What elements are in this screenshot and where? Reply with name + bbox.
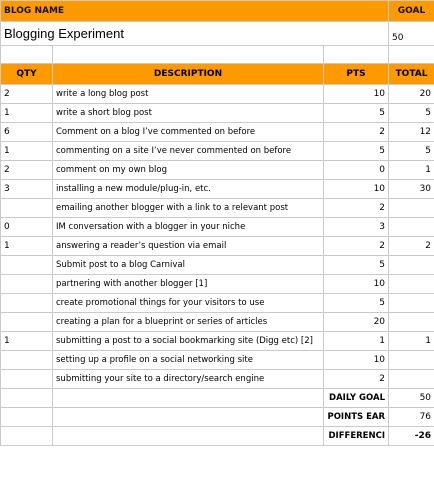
pts-header[interactable]: PTS [324,64,389,85]
difference-label[interactable]: DIFFERENCI [324,427,389,446]
description-cell[interactable]: installing a new module/plug-in, etc. [53,180,324,199]
column-header-row [1,64,434,85]
qty-cell[interactable]: 1 [1,142,53,161]
total-cell[interactable]: 1 [389,332,434,351]
empty-cell[interactable] [389,46,434,64]
pts-cell[interactable]: 10 [324,275,389,294]
qty-cell[interactable] [1,313,53,332]
total-cell[interactable]: 12 [389,123,434,142]
table-row [1,85,434,104]
empty-cell[interactable] [1,46,53,64]
qty-cell[interactable]: 2 [1,161,53,180]
empty-cell[interactable] [1,427,53,446]
total-cell[interactable] [389,218,434,237]
table-row [1,256,434,275]
pts-cell[interactable]: 3 [324,218,389,237]
pts-cell[interactable]: 2 [324,123,389,142]
pts-cell[interactable]: 2 [324,199,389,218]
pts-cell[interactable]: 0 [324,161,389,180]
blog-name-cell[interactable]: Blogging Experiment [1,22,389,46]
total-cell[interactable]: 5 [389,104,434,123]
pts-cell[interactable]: 20 [324,313,389,332]
empty-cell[interactable] [1,389,53,408]
pts-cell[interactable]: 5 [324,294,389,313]
pts-cell[interactable]: 5 [324,256,389,275]
description-header[interactable]: DESCRIPTION [53,64,324,85]
qty-cell[interactable] [1,256,53,275]
qty-cell[interactable] [1,199,53,218]
empty-cell[interactable] [53,408,324,427]
description-cell[interactable]: Comment on a blog I’ve commented on before [53,123,324,142]
table-row [1,142,434,161]
description-cell[interactable]: comment on my own blog [53,161,324,180]
description-cell[interactable]: answering a reader’s question via email [53,237,324,256]
table-row [1,104,434,123]
pts-cell[interactable]: 2 [324,370,389,389]
table-row [1,294,434,313]
total-cell[interactable]: 1 [389,161,434,180]
blog-name-label[interactable]: BLOG NAME [1,1,389,22]
pts-cell[interactable]: 5 [324,142,389,161]
description-cell[interactable]: creating a plan for a blueprint or series of articles [53,313,324,332]
total-cell[interactable] [389,370,434,389]
qty-cell[interactable] [1,294,53,313]
pts-cell[interactable]: 10 [324,180,389,199]
total-cell[interactable]: 2 [389,237,434,256]
qty-cell[interactable] [1,351,53,370]
empty-cell[interactable] [53,46,324,64]
empty-cell[interactable] [53,389,324,408]
blog-name-header-row [1,1,434,22]
total-cell[interactable] [389,294,434,313]
table-row [1,332,434,351]
table-row [1,275,434,294]
qty-cell[interactable]: 0 [1,218,53,237]
pts-cell[interactable]: 5 [324,104,389,123]
table-row [1,313,434,332]
table-row [1,199,434,218]
qty-cell[interactable]: 1 [1,332,53,351]
difference-row [1,427,434,446]
total-header[interactable]: TOTAL [389,64,434,85]
table-row [1,180,434,199]
pts-cell[interactable]: 1 [324,332,389,351]
total-cell[interactable] [389,351,434,370]
description-cell[interactable]: write a long blog post [53,85,324,104]
goal-cell[interactable]: 50 [389,22,434,46]
total-cell[interactable] [389,199,434,218]
total-cell[interactable]: 5 [389,142,434,161]
qty-cell[interactable]: 3 [1,180,53,199]
description-cell[interactable]: submitting your site to a directory/search engine [53,370,324,389]
pts-cell[interactable]: 10 [324,351,389,370]
table-row [1,218,434,237]
points-earned-row [1,408,434,427]
description-cell[interactable]: create promotional things for your visitors to use [53,294,324,313]
qty-cell[interactable]: 6 [1,123,53,142]
points-earned-value[interactable]: 76 [389,408,434,427]
empty-cell[interactable] [53,427,324,446]
qty-cell[interactable] [1,370,53,389]
goal-label[interactable]: GOAL [389,1,434,22]
qty-cell[interactable]: 1 [1,237,53,256]
table-row [1,123,434,142]
points-earned-label[interactable]: POINTS EAR [324,408,389,427]
description-cell[interactable]: emailing another blogger with a link to a relevant post [53,199,324,218]
qty-header[interactable]: QTY [1,64,53,85]
description-cell[interactable]: IM conversation with a blogger in your niche [53,218,324,237]
description-cell[interactable]: commenting on a site I’ve never commented on before [53,142,324,161]
total-cell[interactable]: 20 [389,85,434,104]
qty-cell[interactable]: 2 [1,85,53,104]
total-cell[interactable] [389,313,434,332]
difference-value[interactable]: -26 [389,427,434,446]
daily-goal-value[interactable]: 50 [389,389,434,408]
total-cell[interactable] [389,275,434,294]
qty-cell[interactable] [1,275,53,294]
empty-cell[interactable] [324,46,389,64]
daily-goal-label[interactable]: DAILY GOAL [324,389,389,408]
total-cell[interactable] [389,256,434,275]
description-cell[interactable]: Submit post to a blog Carnival [53,256,324,275]
table-row [1,351,434,370]
pts-cell[interactable]: 10 [324,85,389,104]
description-cell[interactable]: submitting a post to a social bookmarking site (Digg etc) [2] [53,332,324,351]
table-row [1,161,434,180]
description-cell[interactable]: setting up a profile on a social networking site [53,351,324,370]
spacer-row [1,46,434,64]
total-cell[interactable]: 30 [389,180,434,199]
table-row [1,237,434,256]
daily-goal-row [1,389,434,408]
pts-cell[interactable]: 2 [324,237,389,256]
description-cell[interactable]: partnering with another blogger [1] [53,275,324,294]
qty-cell[interactable]: 1 [1,104,53,123]
description-cell[interactable]: write a short blog post [53,104,324,123]
table-row [1,370,434,389]
activity-rows [1,85,434,389]
blog-name-row [1,22,434,46]
empty-cell[interactable] [1,408,53,427]
